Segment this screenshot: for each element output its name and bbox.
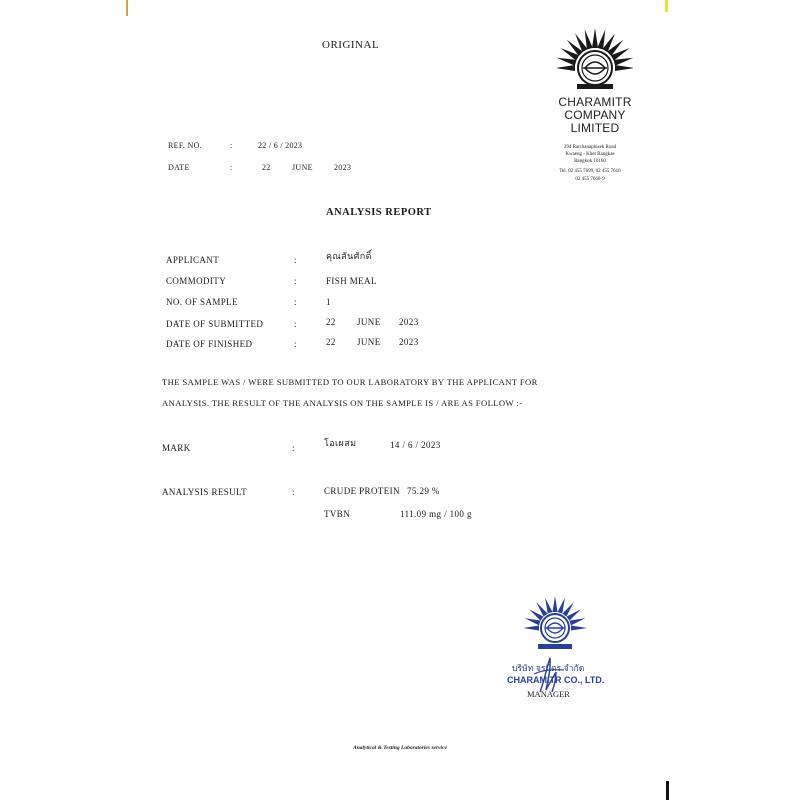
company-name-line3: LIMITED: [570, 121, 620, 135]
applicant-value: คุณสันศักดิ์: [326, 252, 372, 262]
company-phone-line: Tel. 02 455 7699, 02 455 7616: [559, 169, 621, 174]
company-seal-icon: [522, 594, 588, 659]
mark-separator: :: [292, 443, 295, 453]
applicant-label: APPLICANT: [166, 255, 220, 265]
signoff-company-thai: บริษัท จรมิตร จำกัด: [512, 664, 585, 674]
date-finished-day: 22: [326, 337, 336, 347]
date-submitted-label: DATE OF SUBMITTED: [166, 319, 264, 329]
date-submitted-separator: :: [294, 319, 297, 329]
company-address-line: 294 Ratchanaphisek Road: [563, 145, 617, 150]
analysis-result-separator: :: [292, 487, 295, 497]
date-finished-year: 2023: [399, 337, 419, 347]
company-name-line1: CHARAMITR: [558, 95, 632, 109]
date-day: 22: [262, 163, 271, 172]
original-label: ORIGINAL: [322, 39, 380, 51]
commodity-separator: :: [294, 276, 297, 286]
ref-no-label: REF. NO.: [168, 141, 202, 150]
scan-edge-mark: [666, 781, 669, 800]
date-separator: :: [230, 163, 233, 172]
mark-value: โอเผสม: [324, 439, 357, 449]
date-label: DATE: [168, 163, 190, 172]
date-submitted-month: JUNE: [357, 317, 381, 327]
analysis-result-label: ANALYSIS RESULT: [162, 487, 248, 497]
scan-edge-mark: [126, 0, 128, 16]
sample-count-separator: :: [294, 297, 297, 307]
date-submitted-year: 2023: [399, 317, 419, 327]
report-title: ANALYSIS REPORT: [326, 207, 432, 218]
ref-no-separator: :: [230, 141, 233, 150]
company-address-line: Kwaeng - Khet Bangkae: [565, 152, 615, 157]
commodity-value: FISH MEAL: [326, 276, 377, 286]
statement-line: ANALYSIS. THE RESULT OF THE ANALYSIS ON THE SAMPLE IS / ARE AS FOLLOW :-: [162, 398, 523, 408]
date-year: 2023: [334, 163, 352, 172]
footer-service-line: Analytical & Testing Laboratories service: [353, 745, 447, 751]
applicant-separator: :: [294, 255, 297, 265]
date-finished-month: JUNE: [357, 337, 381, 347]
date-finished-label: DATE OF FINISHED: [166, 339, 253, 349]
result-name: CRUDE PROTEIN: [324, 486, 400, 496]
result-value: 75.29 %: [407, 486, 440, 496]
sample-count-label: NO. OF SAMPLE: [166, 297, 238, 307]
date-finished-separator: :: [294, 339, 297, 349]
scan-edge-mark: [665, 0, 668, 12]
mark-label: MARK: [162, 443, 191, 453]
commodity-label: COMMODITY: [166, 276, 227, 286]
company-name-line2: COMPANY: [564, 108, 626, 122]
ref-no-value: 22 / 6 / 2023: [258, 141, 303, 150]
company-address-line: Bangkok 10160: [574, 159, 606, 164]
date-submitted-day: 22: [326, 317, 336, 327]
result-value: 111.09 mg / 100 g: [400, 509, 472, 519]
statement-line: THE SAMPLE WAS / WERE SUBMITTED TO OUR LABORATORY BY THE APPLICANT FOR: [162, 377, 538, 387]
sample-count-value: 1: [326, 297, 331, 307]
result-name: TVBN: [324, 509, 351, 519]
charamitr-emblem-icon: [557, 26, 633, 101]
mark-date: 14 / 6 / 2023: [390, 440, 441, 450]
date-month: JUNE: [292, 163, 313, 172]
signoff-company-en: CHARAMITR CO., LTD.: [507, 675, 605, 685]
company-phone-line: 02 455 7660-9: [575, 177, 605, 182]
signoff-title: MANAGER: [527, 689, 570, 699]
